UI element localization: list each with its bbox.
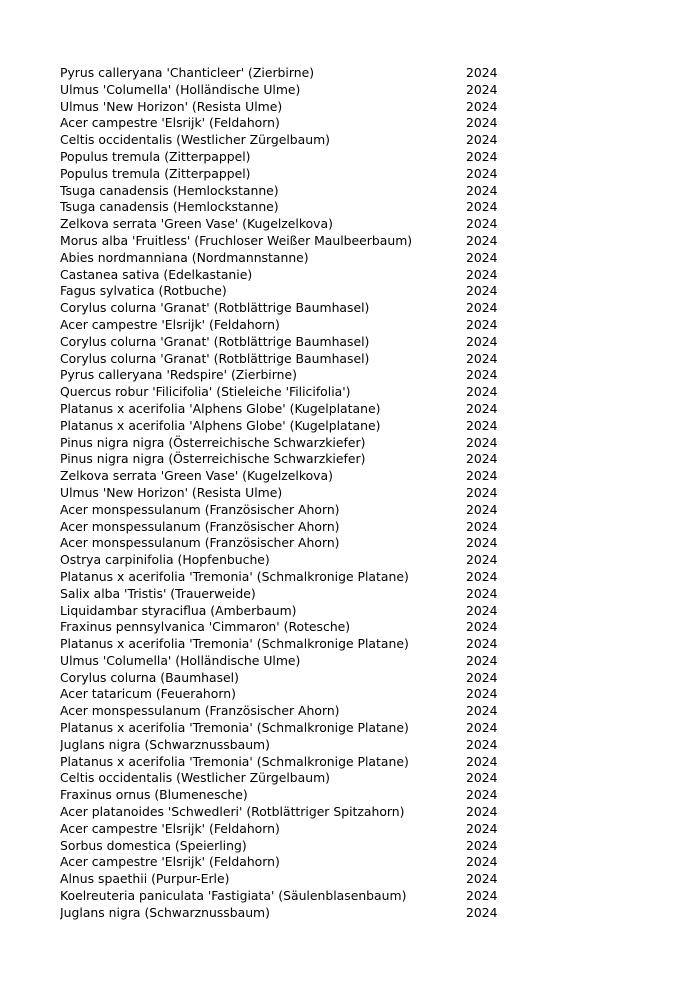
tree-list xyxy=(60,65,520,922)
table-row xyxy=(60,267,520,284)
table-row xyxy=(60,166,520,183)
tree-name: Celtis occidentalis (Westlicher Zürgelbaum) xyxy=(60,770,330,786)
tree-year: 2024 xyxy=(466,434,498,450)
tree-year: 2024 xyxy=(466,888,498,904)
table-row xyxy=(60,334,520,351)
table-row xyxy=(60,770,520,787)
tree-name: Populus tremula (Zitterpappel) xyxy=(60,148,251,164)
table-row xyxy=(60,804,520,821)
tree-name: Ostrya carpinifolia (Hopfenbuche) xyxy=(60,552,270,568)
tree-name: Platanus x acerifolia 'Tremonia' (Schmalkronige Platane) xyxy=(60,636,409,652)
tree-year: 2024 xyxy=(466,585,498,601)
tree-name: Acer monspessulanum (Französischer Ahorn) xyxy=(60,501,340,517)
tree-name: Morus alba 'Fruitless' (Fruchloser Weißer Maulbeerbaum) xyxy=(60,232,413,248)
tree-name: Corylus colurna (Baumhasel) xyxy=(60,669,239,685)
table-row xyxy=(60,552,520,569)
tree-name: Fagus sylvatica (Rotbuche) xyxy=(60,283,227,299)
tree-year: 2024 xyxy=(466,753,498,769)
table-row xyxy=(60,653,520,670)
tree-name: Acer campestre 'Elsrijk' (Feldahorn) xyxy=(60,316,280,332)
tree-year: 2024 xyxy=(466,132,498,148)
table-row xyxy=(60,720,520,737)
tree-name: Zelkova serrata 'Green Vase' (Kugelzelkova) xyxy=(60,468,333,484)
tree-year: 2024 xyxy=(466,669,498,685)
tree-year: 2024 xyxy=(466,81,498,97)
table-row xyxy=(60,99,520,116)
table-row xyxy=(60,603,520,620)
tree-year: 2024 xyxy=(466,199,498,215)
table-row xyxy=(60,519,520,536)
table-row xyxy=(60,670,520,687)
tree-name: Fraxinus ornus (Blumenesche) xyxy=(60,787,248,803)
tree-name: Juglans nigra (Schwarznussbaum) xyxy=(60,736,270,752)
table-row xyxy=(60,569,520,586)
tree-name: Juglans nigra (Schwarznussbaum) xyxy=(60,904,270,920)
table-row xyxy=(60,435,520,452)
table-row xyxy=(60,838,520,855)
tree-year: 2024 xyxy=(466,333,498,349)
tree-name: Pyrus calleryana 'Chanticleer' (Zierbirne) xyxy=(60,65,315,80)
table-row xyxy=(60,115,520,132)
tree-name: Quercus robur 'Filicifolia' (Stieleiche 'Filicifolia') xyxy=(60,384,351,400)
tree-name: Tsuga canadensis (Hemlockstanne) xyxy=(60,182,279,198)
table-row xyxy=(60,317,520,334)
table-row xyxy=(60,451,520,468)
tree-name: Celtis occidentalis (Westlicher Zürgelbaum) xyxy=(60,132,330,148)
tree-name: Platanus x acerifolia 'Alphens Globe' (Kugelplatane) xyxy=(60,417,381,433)
tree-year: 2024 xyxy=(466,115,498,131)
tree-name: Abies nordmanniana (Nordmannstanne) xyxy=(60,249,309,265)
table-row xyxy=(60,384,520,401)
table-row xyxy=(60,300,520,317)
tree-name: Fraxinus pennsylvanica 'Cimmaron' (Rotesche) xyxy=(60,619,351,635)
tree-name: Corylus colurna 'Granat' (Rotblättrige Baumhasel) xyxy=(60,300,370,316)
tree-year: 2024 xyxy=(466,400,498,416)
table-row xyxy=(60,636,520,653)
table-row xyxy=(60,686,520,703)
tree-name: Corylus colurna 'Granat' (Rotblättrige Baumhasel) xyxy=(60,333,370,349)
tree-year: 2024 xyxy=(466,854,498,870)
tree-name: Acer monspessulanum (Französischer Ahorn) xyxy=(60,535,340,551)
tree-year: 2024 xyxy=(466,266,498,282)
tree-year: 2024 xyxy=(466,283,498,299)
table-row xyxy=(60,351,520,368)
tree-year: 2024 xyxy=(466,602,498,618)
tree-name: Acer monspessulanum (Französischer Ahorn) xyxy=(60,518,340,534)
tree-name: Acer tataricum (Feuerahorn) xyxy=(60,686,236,702)
tree-year: 2024 xyxy=(466,820,498,836)
tree-year: 2024 xyxy=(466,300,498,316)
table-row xyxy=(60,216,520,233)
table-row xyxy=(60,233,520,250)
tree-year: 2024 xyxy=(466,552,498,568)
tree-year: 2024 xyxy=(466,804,498,820)
table-row xyxy=(60,871,520,888)
tree-name: Castanea sativa (Edelkastanie) xyxy=(60,266,253,282)
table-row xyxy=(60,787,520,804)
table-row xyxy=(60,754,520,771)
tree-year: 2024 xyxy=(466,568,498,584)
tree-year: 2024 xyxy=(466,350,498,366)
tree-year: 2024 xyxy=(466,451,498,467)
table-row xyxy=(60,905,520,922)
tree-year: 2024 xyxy=(466,468,498,484)
table-row xyxy=(60,535,520,552)
tree-year: 2024 xyxy=(466,148,498,164)
tree-year: 2024 xyxy=(466,484,498,500)
tree-name: Acer campestre 'Elsrijk' (Feldahorn) xyxy=(60,854,280,870)
tree-year: 2024 xyxy=(466,165,498,181)
tree-name: Platanus x acerifolia 'Tremonia' (Schmalkronige Platane) xyxy=(60,568,409,584)
table-row xyxy=(60,401,520,418)
tree-year: 2024 xyxy=(466,384,498,400)
tree-year: 2024 xyxy=(466,720,498,736)
tree-year: 2024 xyxy=(466,652,498,668)
tree-year: 2024 xyxy=(466,686,498,702)
tree-year: 2024 xyxy=(466,837,498,853)
tree-name: Corylus colurna 'Granat' (Rotblättrige Baumhasel) xyxy=(60,350,370,366)
tree-year: 2024 xyxy=(466,417,498,433)
tree-name: Pinus nigra nigra (Österreichische Schwarzkiefer) xyxy=(60,434,366,450)
tree-year: 2024 xyxy=(466,904,498,920)
table-row xyxy=(60,703,520,720)
tree-year: 2024 xyxy=(466,619,498,635)
table-row xyxy=(60,418,520,435)
tree-year: 2024 xyxy=(466,216,498,232)
tree-name: Populus tremula (Zitterpappel) xyxy=(60,165,251,181)
tree-name: Ulmus 'Columella' (Holländische Ulme) xyxy=(60,81,301,97)
tree-name: Zelkova serrata 'Green Vase' (Kugelzelkova) xyxy=(60,216,333,232)
table-row xyxy=(60,502,520,519)
tree-name: Ulmus 'New Horizon' (Resista Ulme) xyxy=(60,484,283,500)
table-row xyxy=(60,619,520,636)
tree-year: 2024 xyxy=(466,98,498,114)
tree-name: Ulmus 'New Horizon' (Resista Ulme) xyxy=(60,98,283,114)
tree-name: Koelreuteria paniculata 'Fastigiata' (Säulenblasenbaum) xyxy=(60,888,407,904)
tree-name: Acer platanoides 'Schwedleri' (Rotblättriger Spitzahorn) xyxy=(60,804,405,820)
tree-name: Acer campestre 'Elsrijk' (Feldahorn) xyxy=(60,115,280,131)
table-row xyxy=(60,250,520,267)
table-row xyxy=(60,586,520,603)
table-row xyxy=(60,65,520,82)
tree-name: Ulmus 'Columella' (Holländische Ulme) xyxy=(60,652,301,668)
tree-year: 2024 xyxy=(466,316,498,332)
tree-year: 2024 xyxy=(466,182,498,198)
table-row xyxy=(60,821,520,838)
tree-name: Sorbus domestica (Speierling) xyxy=(60,837,247,853)
tree-name: Alnus spaethii (Purpur-Erle) xyxy=(60,871,230,887)
table-row xyxy=(60,132,520,149)
tree-year: 2024 xyxy=(466,249,498,265)
tree-name: Tsuga canadensis (Hemlockstanne) xyxy=(60,199,279,215)
tree-name: Platanus x acerifolia 'Tremonia' (Schmalkronige Platane) xyxy=(60,753,409,769)
tree-name: Platanus x acerifolia 'Tremonia' (Schmalkronige Platane) xyxy=(60,720,409,736)
table-row xyxy=(60,367,520,384)
tree-year: 2024 xyxy=(466,636,498,652)
tree-year: 2024 xyxy=(466,518,498,534)
table-row xyxy=(60,199,520,216)
table-row xyxy=(60,283,520,300)
tree-year: 2024 xyxy=(466,501,498,517)
tree-year: 2024 xyxy=(466,232,498,248)
tree-name: Pinus nigra nigra (Österreichische Schwarzkiefer) xyxy=(60,451,366,467)
table-row xyxy=(60,149,520,166)
tree-name: Acer monspessulanum (Französischer Ahorn) xyxy=(60,703,340,719)
tree-name: Pyrus calleryana 'Redspire' (Zierbirne) xyxy=(60,367,297,383)
tree-name: Platanus x acerifolia 'Alphens Globe' (Kugelplatane) xyxy=(60,400,381,416)
table-row xyxy=(60,183,520,200)
tree-name: Salix alba 'Tristis' (Trauerweide) xyxy=(60,585,256,601)
tree-year: 2024 xyxy=(466,65,498,80)
tree-year: 2024 xyxy=(466,787,498,803)
tree-name: Acer campestre 'Elsrijk' (Feldahorn) xyxy=(60,820,280,836)
table-row xyxy=(60,82,520,99)
tree-year: 2024 xyxy=(466,770,498,786)
tree-year: 2024 xyxy=(466,367,498,383)
tree-name: Liquidambar styraciflua (Amberbaum) xyxy=(60,602,297,618)
table-row xyxy=(60,737,520,754)
tree-year: 2024 xyxy=(466,871,498,887)
tree-year: 2024 xyxy=(466,535,498,551)
tree-year: 2024 xyxy=(466,736,498,752)
table-row xyxy=(60,854,520,871)
table-row xyxy=(60,485,520,502)
table-row xyxy=(60,888,520,905)
table-row xyxy=(60,468,520,485)
tree-year: 2024 xyxy=(466,703,498,719)
